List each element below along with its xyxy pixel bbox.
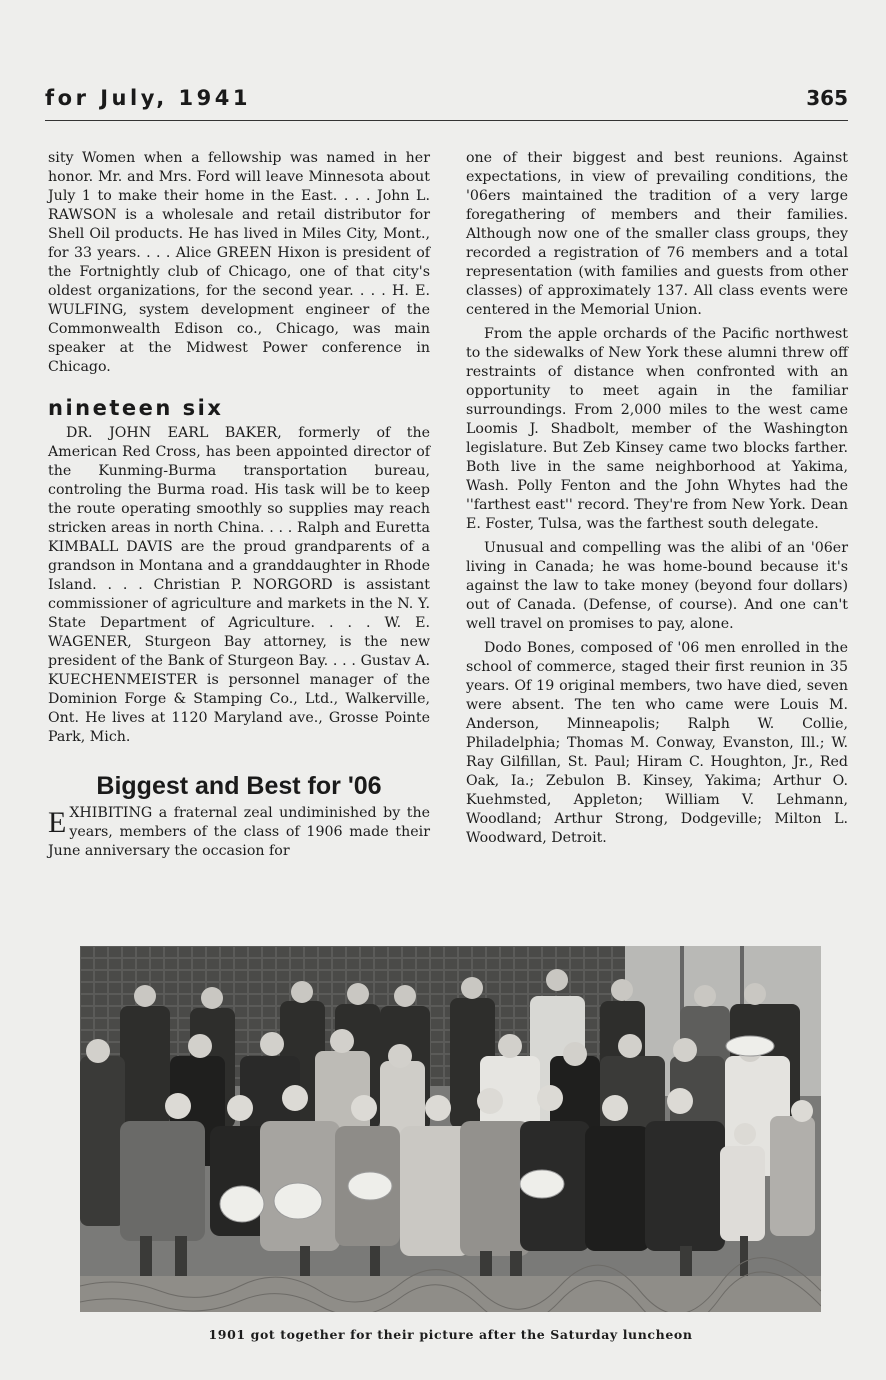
page-header — [45, 86, 848, 121]
left-column — [48, 149, 430, 866]
photo-caption: 1901 got together for their picture after the Saturday luncheon — [208, 1327, 693, 1342]
running-head: for July, 1941 — [45, 86, 251, 110]
right-paragraph-3: Unusual and compelling was the alibi of an '06er living in Canada; he was home-bound because it's against the law to take money (beyond four dollars) out of Canada. (Defense, of course). And one can't well travel on promises to pay, alone. — [466, 540, 848, 632]
left-paragraph-1: sity Women when a fellowship was named in her honor. Mr. and Mrs. Ford will leave Minnesota about July 1 to make their home in the East. . . . John L. RAWSON is a wholesale and retail distributor for Shell Oil products. He has lived in Miles City, Mont., for 33 years. . . . Alice GREEN Hixon is president of the Fortnightly club of Chicago, one of that city's oldest organizations, for the second year. . . . H. E. WULFING, system development engineer of the Commonwealth Edison co., Chicago, was main speaker at the Midwest Power conference in Chicago. — [48, 150, 430, 375]
patterned-floor — [80, 1276, 821, 1312]
article-title: Biggest and Best for '06 — [96, 772, 382, 800]
drop-cap: E — [48, 806, 67, 839]
page-number: 365 — [806, 86, 848, 110]
left-paragraph-2: DR. JOHN EARL BAKER, formerly of the American Red Cross, has been appointed director of the Kunming-Burma transportation bureau, controling the Burma road. His task will be to keep the route operating smoothly so supplies may reach stricken areas in north China. . . . Ralph and Euretta KIMBALL DAVIS are the proud grandparents of a grandson in Montana and a granddaughter in Rhode Island. . . . Christian P. NORGORD is assistant commissioner of agriculture and markets in the N. Y. State Department of Agriculture. . . . W. E. WAGENER, Sturgeon Bay attorney, is the new president of the Bank of Sturgeon Bay. . . . Gustav A. KUECHENMEISTER is personnel manager of the Dominion Forge & Stamping Co., Ltd., Walkerville, Ont. He lives at 1120 Maryland ave., Grosse Pointe Park, Mich. — [48, 425, 430, 745]
right-paragraph-1: one of their biggest and best reunions. Against expectations, in view of prevailing conditions, the '06ers maintained the tradition of a very large foregathering of members and their families. Although now one of the smaller class groups, they recorded a registration of 76 members and a total representation (with families and guests from other classes) of approximately 137. All class events were centered in the Memorial Union. — [466, 150, 848, 318]
right-column — [466, 149, 848, 853]
section-heading: nineteen six — [48, 396, 224, 420]
photo-illustration — [80, 946, 821, 1312]
left-paragraph-3 — [48, 804, 430, 861]
left-paragraph-3-text: XHIBITING a fraternal zeal undiminished by the years, members of the class of 1906 made their June anniversary the occasion for — [48, 805, 430, 859]
right-paragraph-2: From the apple orchards of the Pacific northwest to the sidewalks of New York these alumni threw off restraints of distance when confronted with an opportunity to meet again in the familiar surroundings. From 2,000 miles to the west came Loomis J. Shadbolt, member of the Washington legislature. But Zeb Kinsey came two blocks farther. Both live in the same neighborhood at Yakima, Wash. Polly Fenton and the John Whytes had the ''farthest east'' record. They're from New York. Dean E. Foster, Tulsa, was the farthest south delegate. — [466, 326, 848, 532]
front-row-people — [120, 1116, 815, 1256]
class-reunion-photo — [80, 946, 821, 1312]
right-paragraph-4: Dodo Bones, composed of '06 men enrolled in the school of commerce, staged their first reunion in 35 years. Of 19 original members, two have died, seven were absent. The ten who came were Louis M. Anderson, Minneapolis; Ralph W. Collie, Philadelphia; Thomas M. Conway, Evanston, Ill.; W. Ray Gilfillan, St. Paul; Hiram C. Houghton, Jr., Red Oak, Ia.; Zebulon B. Kinsey, Yakima; Arthur O. Kuehmsted, Appleton; William V. Lehmann, Woodland; Arthur Strong, Dodgeville; Milton L. Woodward, Detroit. — [466, 640, 848, 846]
